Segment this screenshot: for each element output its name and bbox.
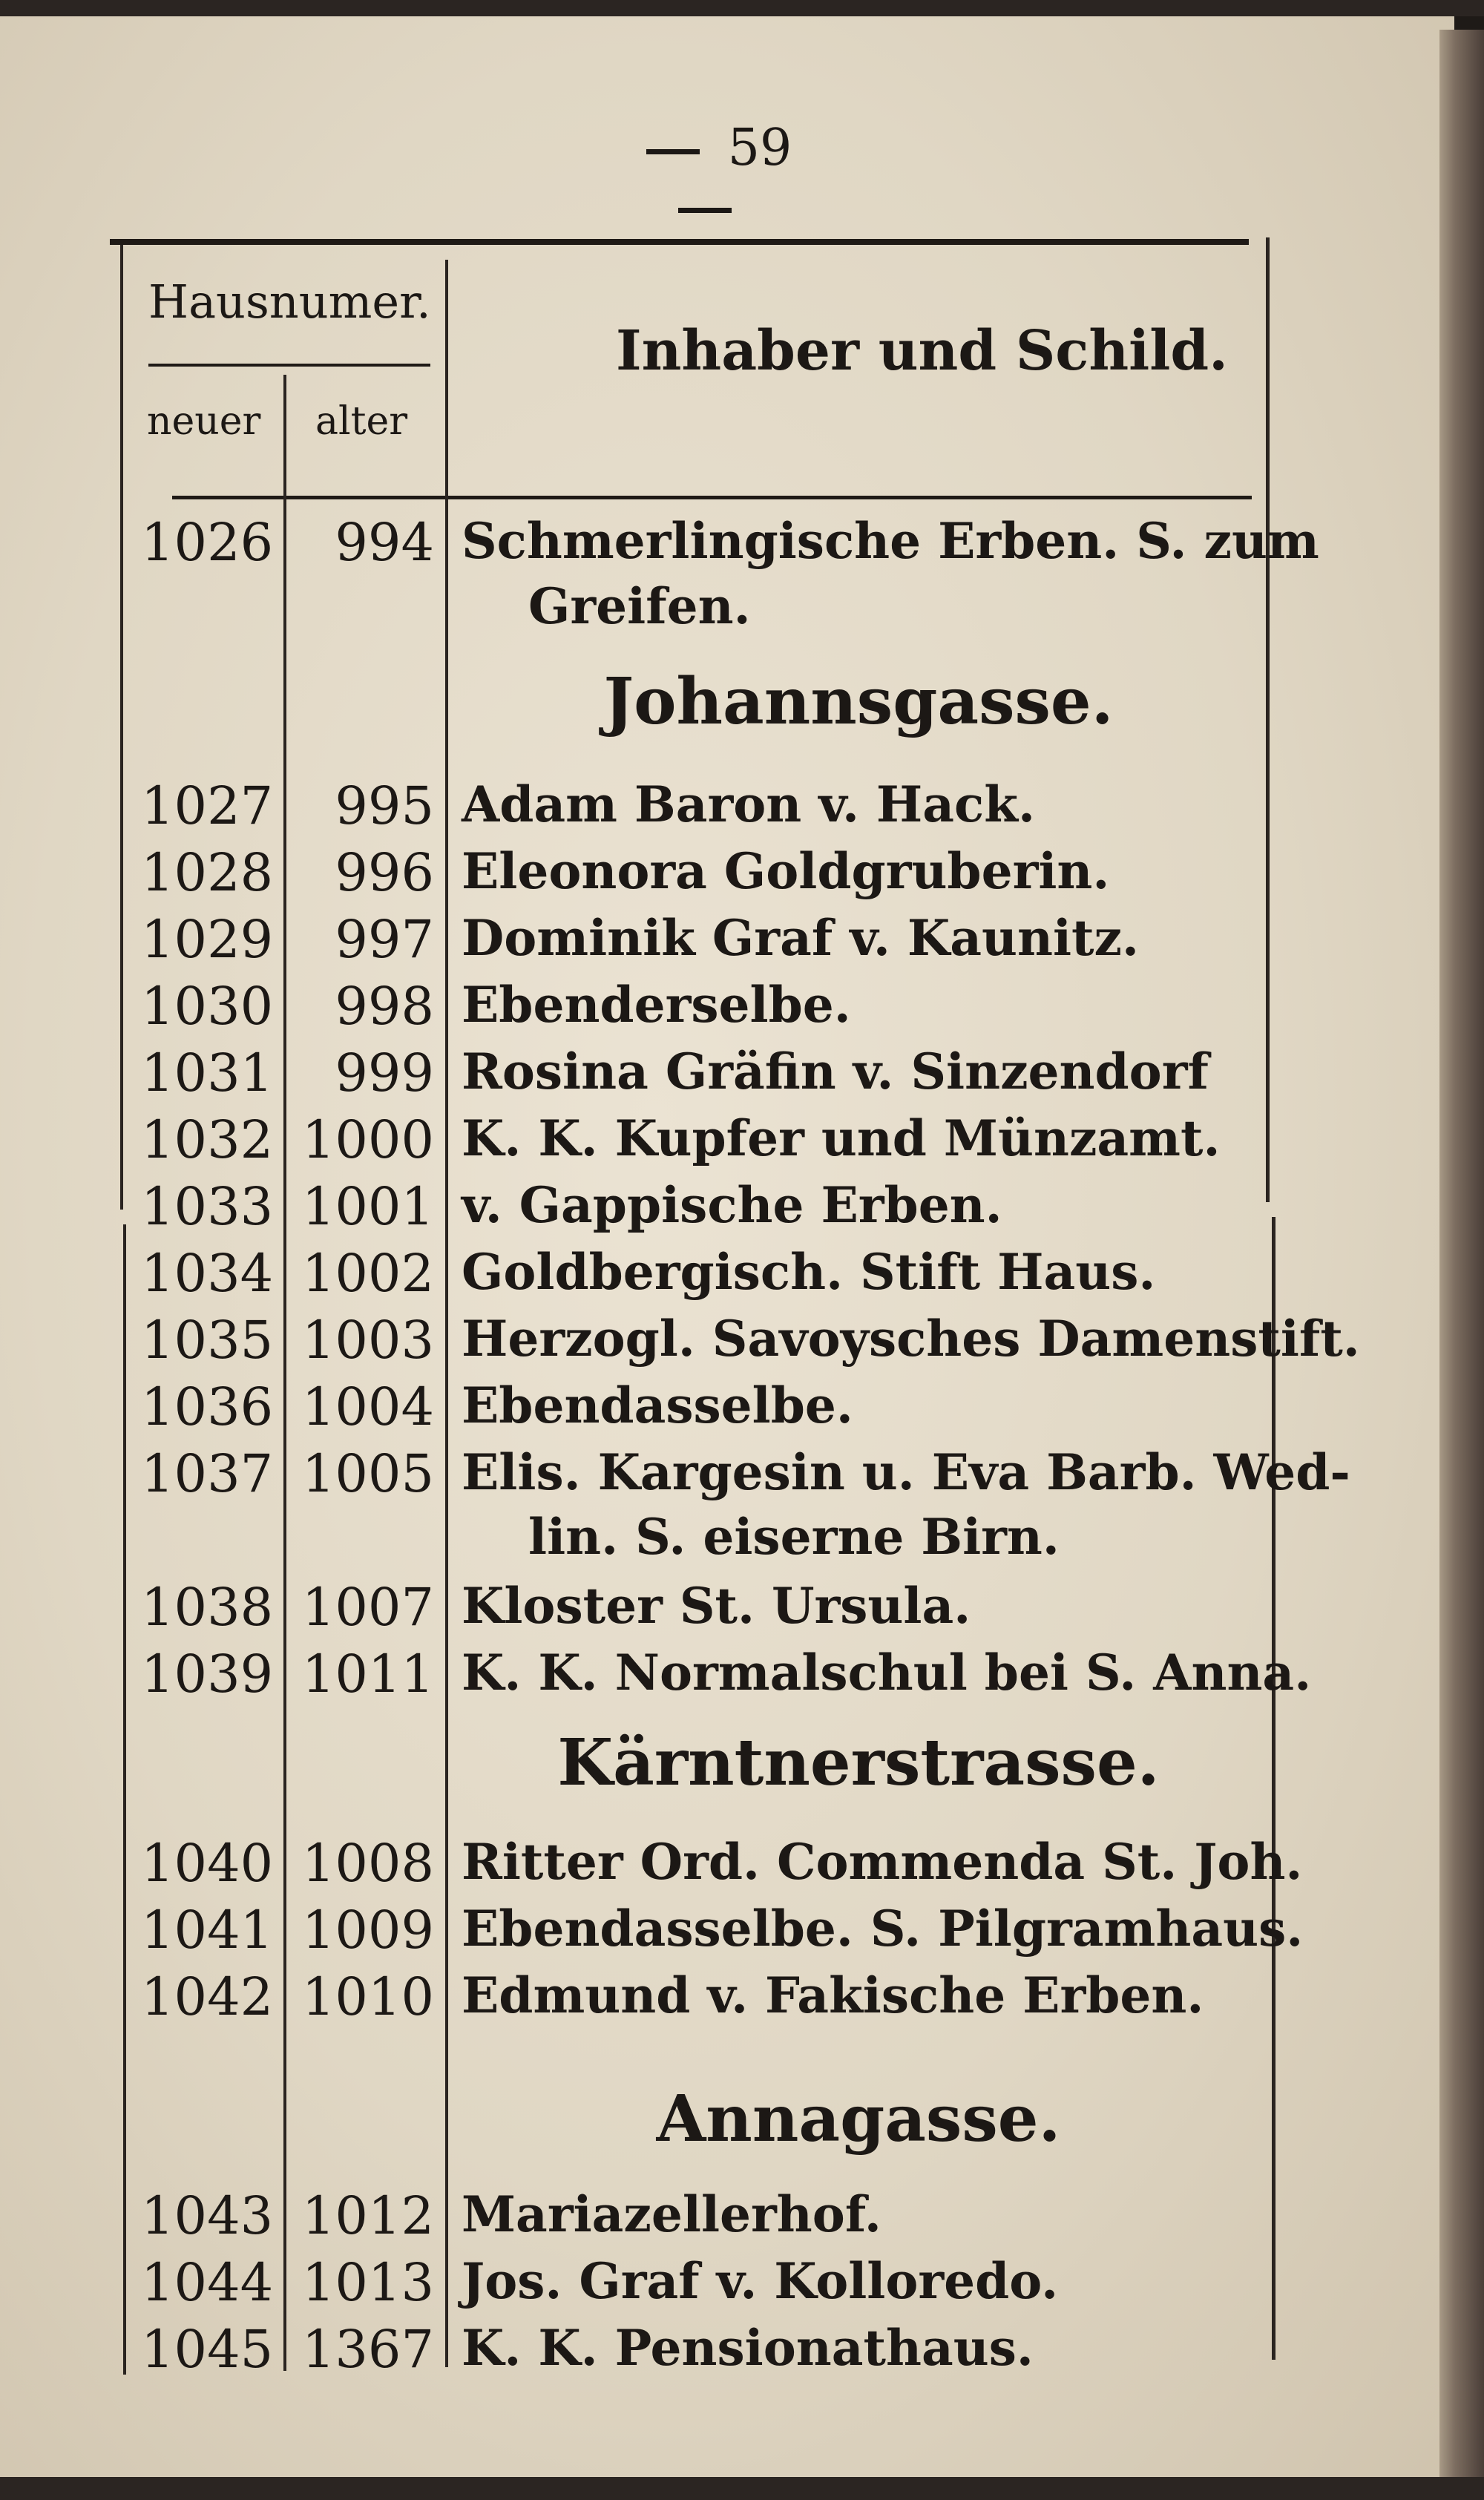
house-number-old: 996 — [335, 842, 434, 903]
owner-and-sign: Adam Baron v. Hack. — [462, 775, 1035, 833]
house-number-new: 1045 — [141, 2319, 274, 2380]
table-row — [0, 1900, 1454, 1966]
house-number-new: 1044 — [141, 2252, 274, 2313]
street-heading: Annagasse. — [656, 2081, 1061, 2156]
house-number-old: 1001 — [301, 1176, 434, 1237]
right-dash — [678, 208, 732, 213]
owner-and-sign: Jos. Graf v. Kolloredo. — [462, 2252, 1059, 2310]
scan-bottom-edge — [0, 2477, 1484, 2500]
table-row — [0, 1043, 1454, 1109]
owner-and-sign: Kloster St. Ursula. — [462, 1577, 971, 1635]
scan-top-edge — [0, 0, 1484, 16]
header-alter: alter — [315, 399, 408, 444]
house-number-new: 1030 — [141, 976, 274, 1037]
street-heading: Johannsgasse. — [603, 664, 1114, 739]
house-number-new: 1035 — [141, 1310, 274, 1371]
owner-and-sign: v. Gappische Erben. — [462, 1176, 1002, 1234]
hausnumer-underline — [148, 364, 430, 367]
table-row — [0, 512, 1454, 579]
page-number — [571, 119, 838, 236]
house-number-old: 1002 — [301, 1243, 434, 1304]
house-number-new: 1029 — [141, 909, 274, 970]
house-number-old: 1012 — [301, 2185, 434, 2246]
owner-and-sign: K. K. Pensionathaus. — [462, 2319, 1034, 2377]
page-edge — [1439, 30, 1484, 2478]
owner-and-sign: K. K. Normalschul bei S. Anna. — [462, 1644, 1312, 1702]
header-hausnumer: Hausnumer. — [148, 275, 431, 329]
house-number-new: 1043 — [141, 2185, 274, 2246]
header-neuer: neuer — [147, 399, 261, 444]
owner-and-sign: Eleonora Goldgruberin. — [462, 842, 1110, 900]
table-row-continuation — [0, 1508, 1454, 1575]
house-number-new: 1036 — [141, 1377, 274, 1437]
table-row — [0, 976, 1454, 1043]
house-number-old: 1013 — [301, 2252, 434, 2313]
house-number-old: 1004 — [301, 1377, 434, 1437]
house-number-new: 1028 — [141, 842, 274, 903]
house-number-new: 1033 — [141, 1176, 274, 1237]
table-row — [0, 842, 1454, 909]
house-number-new: 1027 — [141, 775, 274, 836]
table-row — [0, 1109, 1454, 1176]
table-row — [0, 1377, 1454, 1443]
owner-and-sign-continued: Greifen. — [528, 577, 751, 635]
house-number-new: 1040 — [141, 1833, 274, 1894]
table-row — [0, 2185, 1454, 2252]
owner-and-sign: Ebendasselbe. S. Pilgramhaus. — [462, 1900, 1304, 1958]
table-row — [0, 2319, 1454, 2386]
header-bottom-rule — [172, 496, 1252, 499]
house-number-old: 1367 — [301, 2319, 434, 2380]
table-row — [0, 1833, 1454, 1900]
table-row — [0, 1176, 1454, 1243]
house-number-old: 994 — [335, 512, 434, 573]
owner-and-sign-continued: lin. S. eiserne Birn. — [528, 1508, 1060, 1566]
owner-and-sign: K. K. Kupfer und Münzamt. — [462, 1109, 1221, 1167]
house-number-new: 1039 — [141, 1644, 274, 1705]
house-number-old: 1011 — [301, 1644, 434, 1705]
house-number-new: 1034 — [141, 1243, 274, 1304]
table-row — [0, 2252, 1454, 2319]
owner-and-sign: Elis. Kargesin u. Eva Barb. Wed- — [462, 1443, 1350, 1501]
house-number-new: 1026 — [141, 512, 274, 573]
table-row — [0, 775, 1454, 842]
table-row — [0, 1443, 1454, 1510]
table-row-continuation — [0, 577, 1454, 644]
house-number-old: 995 — [335, 775, 434, 836]
house-number-new: 1032 — [141, 1109, 274, 1170]
owner-and-sign: Dominik Graf v. Kaunitz. — [462, 909, 1139, 967]
table-row — [0, 1243, 1454, 1310]
house-number-old: 1007 — [301, 1577, 434, 1638]
house-number-new: 1042 — [141, 1966, 274, 2027]
house-number-new: 1031 — [141, 1043, 274, 1103]
table-row — [0, 909, 1454, 976]
house-number-old: 997 — [335, 909, 434, 970]
table-row — [0, 1966, 1454, 2033]
house-number-old: 1000 — [301, 1109, 434, 1170]
house-number-new: 1037 — [141, 1443, 274, 1504]
house-number-old: 1005 — [301, 1443, 434, 1504]
house-number-old: 1003 — [301, 1310, 434, 1371]
house-number-old: 1008 — [301, 1833, 434, 1894]
owner-and-sign: Ebendasselbe. — [462, 1377, 853, 1434]
table-row — [0, 1310, 1454, 1377]
street-heading: Kärntnerstrasse. — [557, 1725, 1160, 1800]
house-number-old: 1010 — [301, 1966, 434, 2027]
left-dash — [646, 149, 700, 154]
owner-and-sign: Rosina Gräfin v. Sinzendorf — [462, 1043, 1209, 1100]
house-number-new: 1041 — [141, 1900, 274, 1961]
house-number-old: 999 — [335, 1043, 434, 1103]
table-row — [0, 1577, 1454, 1644]
owner-and-sign: Ebenderselbe. — [462, 976, 851, 1034]
owner-and-sign: Herzogl. Savoysches Damenstift. — [462, 1310, 1360, 1368]
owner-and-sign: Ritter Ord. Commenda St. Joh. — [462, 1833, 1303, 1891]
house-number-old: 1009 — [301, 1900, 434, 1961]
house-number-new: 1038 — [141, 1577, 274, 1638]
owner-and-sign: Schmerlingische Erben. S. zum — [462, 512, 1319, 570]
owner-and-sign: Goldbergisch. Stift Haus. — [462, 1243, 1156, 1301]
table-top-rule — [110, 239, 1249, 245]
header-inhaber-und-schild: Inhaber und Schild. — [616, 319, 1228, 383]
table-row — [0, 1644, 1454, 1710]
house-number-old: 998 — [335, 976, 434, 1037]
owner-and-sign: Mariazellerhof. — [462, 2185, 881, 2243]
page-number-text: 59 — [727, 119, 792, 177]
owner-and-sign: Edmund v. Fakische Erben. — [462, 1966, 1204, 2024]
